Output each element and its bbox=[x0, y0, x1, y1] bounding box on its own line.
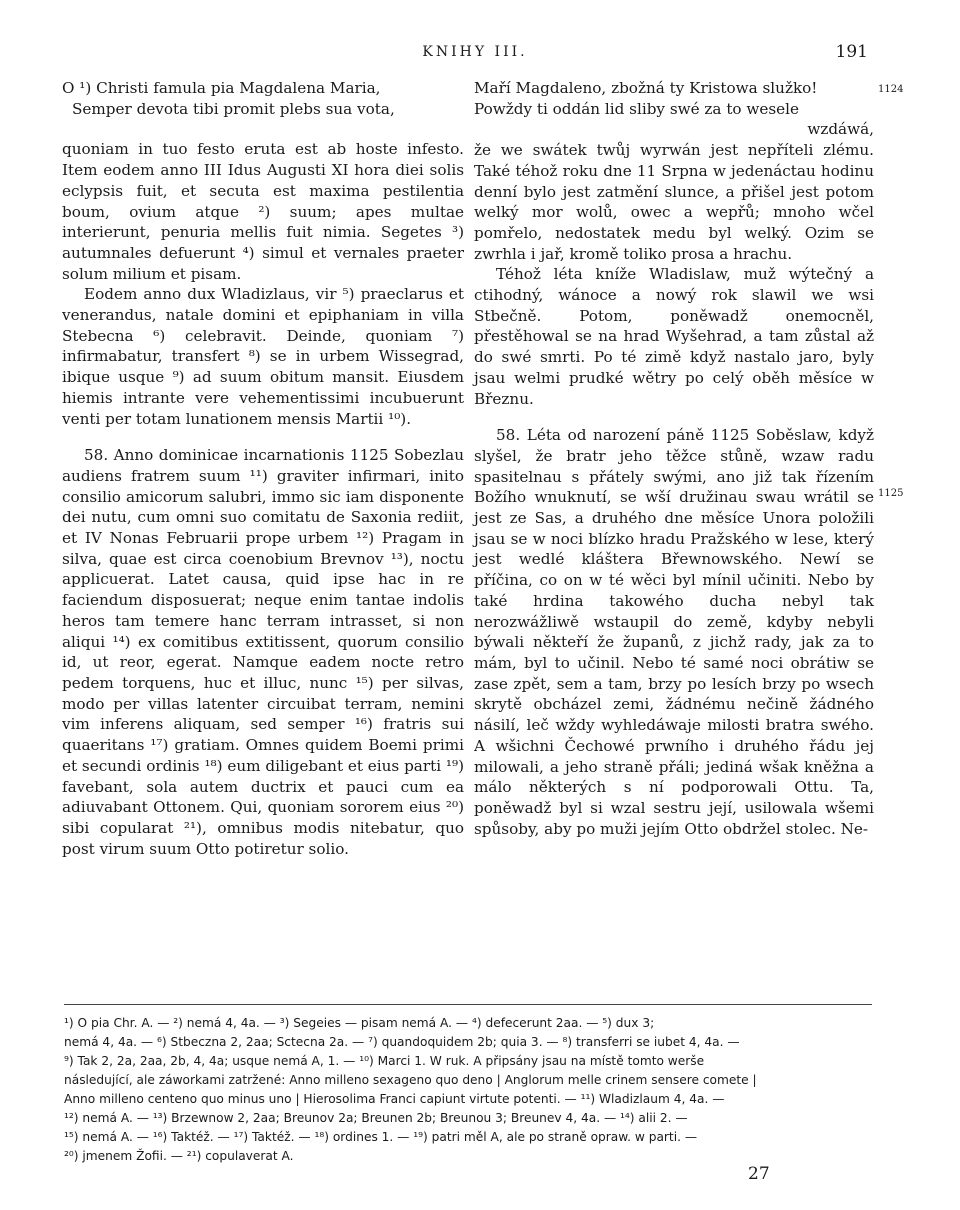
latin-verse-line-2: Semper devota tibi promit plebs sua vota, bbox=[72, 99, 395, 118]
running-head: KNIHY III. bbox=[422, 44, 528, 60]
footnotes bbox=[64, 1014, 872, 1166]
latin-verse-line-1: O ¹) Christi famula pia Magdalena Maria, bbox=[62, 79, 381, 97]
latin-paragraph-2: Eodem anno dux Wladizlaus, vir ⁵) praeclarus et venerandus, natale domini et epiphaniam in villa Stebecna ⁶) celebravit. Deinde, quoniam ⁷) infirmabatur, transfert ⁸) se in urbem Wissegrad, ibique usque ⁹) ad suum obitum mansit. Eiusdem hiemis intrante vere vehementissimi incubuerunt venti per totam lunationem mensis Martii ¹⁰). bbox=[62, 285, 464, 428]
margin-year-1125: 1125 bbox=[878, 488, 904, 499]
czech-verse-line-1: Maří Magdaleno, zbožná ty Kristowa služko! bbox=[474, 79, 818, 97]
footnote-line-2: nemá 4, 4a. — ⁶) Stbeczna 2, 2aa; Sctecna 2a. — ⁷) quandoquidem 2b; quia 3. — ⁸) transferri se iubet 4, 4a. — bbox=[64, 1035, 740, 1049]
footnote-line-7: ¹⁵) nemá A. — ¹⁶) Taktéž. — ¹⁷) Taktéž. — ¹⁸) ordines 1. — ¹⁹) patri měl A, ale po straně opraw. w parti. — bbox=[64, 1130, 698, 1144]
page-number: 191 bbox=[835, 42, 868, 62]
footnote-line-4: následující, ale záworkami zatržené: Anno milleno sexageno quo deno | Anglorum melle crinem sensere comete | bbox=[64, 1073, 757, 1087]
footnote-line-5: Anno milleno centeno quo minus uno | Hierosolima Franci capiunt virtute potenti. — ¹¹) Wladizlaum 4, 4a. — bbox=[64, 1092, 725, 1106]
footnote-line-8: ²⁰) jmenem Žofii. — ²¹) copulaverat A. bbox=[64, 1149, 294, 1163]
czech-verse bbox=[474, 78, 874, 140]
czech-verse-line-3: wzdáwá, bbox=[807, 120, 874, 139]
czech-column bbox=[474, 78, 874, 839]
czech-verse-line-2: Powždy ti oddán lid sliby swé za to wesele bbox=[474, 99, 800, 118]
latin-verse bbox=[62, 78, 464, 119]
latin-paragraph-3: 58. Anno dominicae incarnationis 1125 Sobezlau audiens fratrem suum ¹¹) graviter infirmari, inito consilio amicorum salubri, immo sic iam disponente dei nutu, cum omni suo comitatu de Saxonia rediit, et IV Nonas Februarii prope urbem ¹²) Pragam in silva, quae est circa coenobium Brevnov ¹³), noctu applicuerat. Latet causa, quid ipse hac in re faciendum disposuerat; neque enim tantae indolis heros tam temere hanc terram intrasset, si non aliqui ¹⁴) ex comitibus extitissent, quorum consilio id, ut reor, egerat. Namque eadem nocte retro pedem torquens, huc et illuc, nunc ¹⁵) per silvas, modo per villas latenter circuibat terram, nemini vim inferens aliquam, sed semper ¹⁶) fratris sui quaeritans ¹⁷) gratiam. Omnes quidem Boemi primi et secundi ordinis ¹⁸) eum diligebant et eius parti ¹⁹) favebant, sola autem ductrix et pauci cum ea adiuvabant Ottonem. Qui, quoniam sororem eius ²⁰) sibi copularat ²¹), omnibus modis nitebatur, quo post virum suum Otto potiretur solio. bbox=[62, 446, 464, 858]
czech-paragraph-2: Téhož léta kníže Wladislaw, muž wýtečný a ctihodný, wánoce a nowý rok slawil we wsi Stbečně. Potom, poněwadž onemocněl, přestěhowal se na hrad Wyšehrad, a tam zůstal až do swé smrti. Po té zimě když nastalo jaro, byly jsau welmi prudké wětry po celý oběh měsíce w Březnu. bbox=[474, 265, 874, 408]
czech-paragraph-3: 58. Léta od narození páně 1125 Soběslaw, když slyšel, že bratr jeho těžce stůně, wzaw radu spasitelnau s přátely swými, ano již tak řízením Božího wnuknutí, se wší družinau swau wrátil se jest ze Sas, a druhého dne měsíce Unora položili jsau se w noci blízko hradu Pražského w lese, který jest wedlé kláštera Břewnowského. Newí se příčina, co on w té wěci byl mínil učiniti. Nebo by také hrdina takowého ducha nebyl tak nerozwážliwě wstaupil do země, kdyby nebyli býwali někteří že županů, z jichž rady, jak za to mám, byl to učinil. Nebo té samé noci obrátiw se zase zpět, sem a tam, brzy po lesích brzy po wsech skrytě obcházel zemi, žádnému nečině žádného násilí, leč wždy wyhledáwaje milosti bratra swého. A wšichni Čechowé prwního i druhého řádu jej milowali, a jeho straně přáli; jediná wšak kněžna a málo některých s ní podporowali Ottu. Ta, poněwadž byl si wzal sestru její, usilowala wšemi spůsoby, aby po muži jejím Otto obdržel stolec. Ne- bbox=[474, 426, 874, 838]
footnote-line-6: ¹²) nemá A. — ¹³) Brzewnow 2, 2aa; Breunov 2a; Breunen 2b; Breunou 3; Breunev 4, 4a. — ¹⁴) alii 2. — bbox=[64, 1111, 688, 1125]
czech-paragraph-1: že we swátek twůj wyrwán jest nepříteli zlému. Také téhož roku dne 11 Srpna w jedenáctau hodinu denní bylo jest zatmění slunce, a přišel jest potom welký mor wolů, owec a wepřů; mnoho wčel pomřelo, nedostatek medu byl welký. Ozim se zwrhla i jař, kromě toliko prosa a hrachu. bbox=[474, 141, 874, 263]
signature-mark: 27 bbox=[748, 1164, 770, 1184]
footnote-line-3: ⁹) Tak 2, 2a, 2aa, 2b, 4, 4a; usque nemá A, 1. — ¹⁰) Marci 1. W ruk. A připsány jsau na místě tomto werše bbox=[64, 1054, 705, 1068]
latin-column bbox=[62, 78, 464, 859]
margin-year-1124: 1124 bbox=[878, 84, 904, 95]
footnote-line-1: ¹) O pia Chr. A. — ²) nemá 4, 4a. — ³) Segeies — pisam nemá A. — ⁴) defecerunt 2aa. — ⁵) dux 3; bbox=[64, 1016, 655, 1030]
latin-paragraph-1: quoniam in tuo festo eruta est ab hoste infesto. Item eodem anno III Idus Augusti XI hora diei solis eclypsis fuit, et secuta est maxima pestilentia boum, ovium atque ²) suum; apes multae interierunt, penuria mellis fuit nimia. Segetes ³) autumnales defuerunt ⁴) simul et vernales praeter solum milium et pisam. bbox=[62, 140, 464, 283]
footnote-divider bbox=[64, 1004, 872, 1005]
